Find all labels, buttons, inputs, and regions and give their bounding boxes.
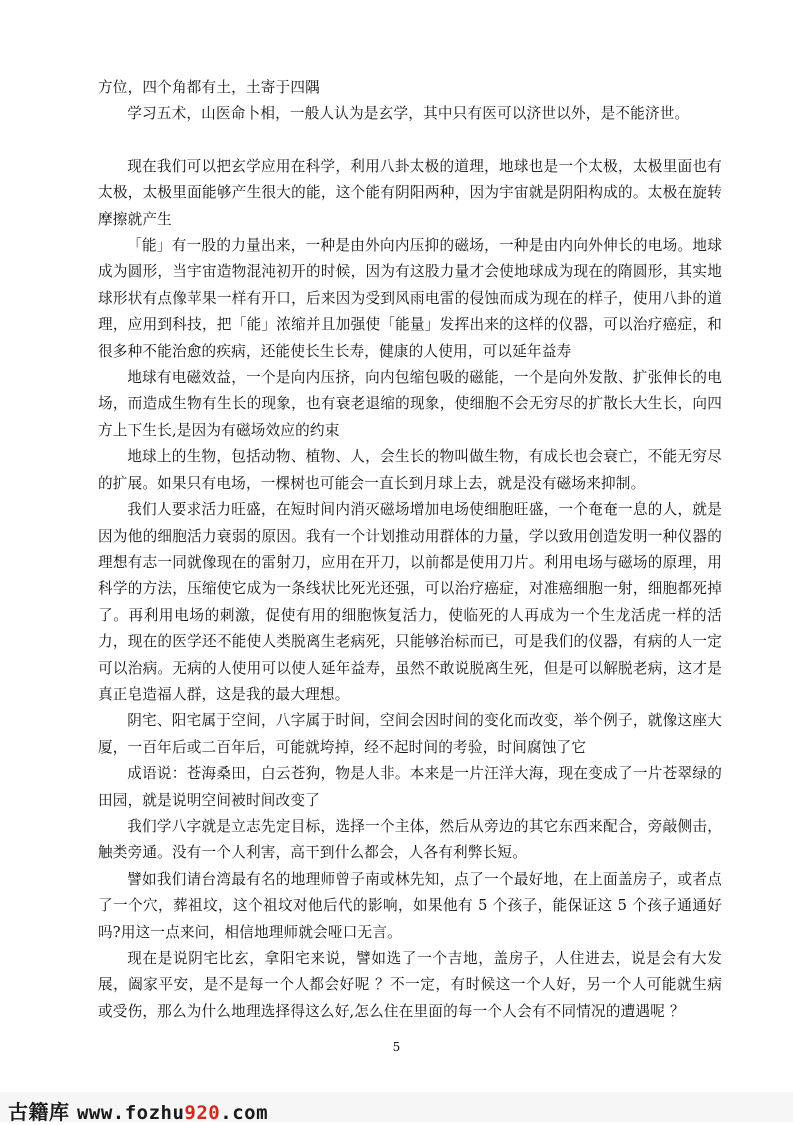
- site-url: [77, 1102, 268, 1124]
- page-number: 5: [392, 1040, 401, 1054]
- site-url-prefix: www.fozhu: [76, 1102, 185, 1124]
- paragraph: 地球上的生物，包括动物、植物、人，会生长的物叫做生物，有成长也会衰亡，不能无穷尽的扩展。如果只有电场，一棵树也可能会一直长到月球上去，就是没有磁场来抑制。: [98, 448, 722, 492]
- paragraph: 现在我们可以把玄学应用在科学，利用八卦太极的道理，地球也是一个太极，太极里面也有太极，太极里面能够产生很大的能，这个能有阴阳两种，因为宇宙就是阴阳构成的。太极在旋转摩擦就产生: [98, 157, 722, 228]
- paragraph-gap: [98, 128, 722, 154]
- site-name: 古籍库: [8, 1100, 70, 1124]
- site-url-number: 920: [184, 1102, 221, 1124]
- site-url-suffix: .com: [220, 1102, 269, 1124]
- paragraph: 学习五术，山医命卜相，一般人认为是玄学，其中只有医可以济世以外，是不能济世。: [127, 105, 690, 123]
- paragraph: 我们学八字就是立志先定目标，选择一个主体，然后从旁边的其它东西来配合，旁敲侧击，触类旁通。没有一个人利害，高干到什么都会，人各有利弊长短。: [98, 817, 722, 862]
- paragraph: 方位，四个角都有土，土寄于四隅: [98, 79, 320, 96]
- document-body: [98, 75, 722, 1025]
- paragraph: 地球有电磁效益，一个是向内压挤，向内包缩包吸的磁能，一个是向外发散、扩张伸长的电场，而造成生物有生长的现象，也有衰老退缩的现象，使细胞不会无穷尽的扩散长大生长，向四方上下生长,是因为有磁场效应的约束: [98, 369, 722, 439]
- paragraph: 阴宅、阳宅属于空间，八字属于时间，空间会因时间的变化而改变，举个例子，就像这座大厦，一百年后或二百年后，可能就垮掉，经不起时间的考验，时间腐蚀了它: [98, 712, 722, 756]
- paragraph: 成语说：苍海桑田，白云苍狗，物是人非。本来是一片汪洋大海，现在变成了一片苍翠绿的田园，就是说明空间被时间改变了: [98, 765, 722, 809]
- paragraph: 「能」有一股的力量出来，一种是由外向内压抑的磁场，一种是由内向外伸长的电场。地球成为圆形，当宇宙造物混沌初开的时候，因为有这股力量才会使地球成为现在的隋圆形，其实地球形状有点像苹果一样有开口，后来因为受到风雨电雷的侵蚀而成为现在的样子，使用八卦的道理，应用到科技，把「能」浓缩并且加强使「能量」发挥出来的这样的仪器，可以治疗癌症，和很多种不能治愈的疾病，还能使长生长寿，健康的人使用，可以延年益寿: [98, 237, 722, 360]
- site-watermark: [8, 1096, 268, 1125]
- paragraph: 譬如我们请台湾最有名的地理师曾子南或林先知，点了一个最好地，在上面盖房子，或者点了一个穴，葬祖坟，这个祖坟对他后代的影响，如果他有 5 个孩子，能保证这 5 个孩子通通好吗?用这一点来问，相信地理师就会哑口无言。: [98, 870, 722, 941]
- paragraph: 现在是说阴宅比玄，拿阳宅来说，譬如选了一个吉地，盖房子，人住进去，说是会有大发展，阖家平安，是不是每一个人都会好呢 ？不一定，有时候这一个人好，另一个人可能就生病或受伤，那么为什么地理选择得这么好,怎么住在里面的每一个人会有不同情况的遭遇呢 ？: [98, 950, 722, 1020]
- paragraph: 我们人要求活力旺盛，在短时间内消灭磁场增加电场使细胞旺盛，一个奄奄一息的人，就是因为他的细胞活力衰弱的原因。我有一个计划推动用群体的力量，学以致用创造发明一种仪器的理想有志一同就像现在的雷射刀，应用在开刀，以前都是使用刀片。利用电场与磁场的原理，用科学的方法，压缩使它成为一条线状比死光还强，可以治疗癌症，对准癌细胞一射，细胞都死掉了。再利用电场的刺激，促使有用的细胞恢复活力，使临死的人再成为一个生龙活虎一样的活力，现在的医学还不能使人类脱离生老病死，只能够治标而已，可是我们的仪器，有病的人一定可以治病。无病的人使用可以使人延年益寿，虽然不敢说脱离生死，但是可以解脱老病，这才是真正皂造福人群，这是我的最大理想。: [98, 501, 722, 703]
